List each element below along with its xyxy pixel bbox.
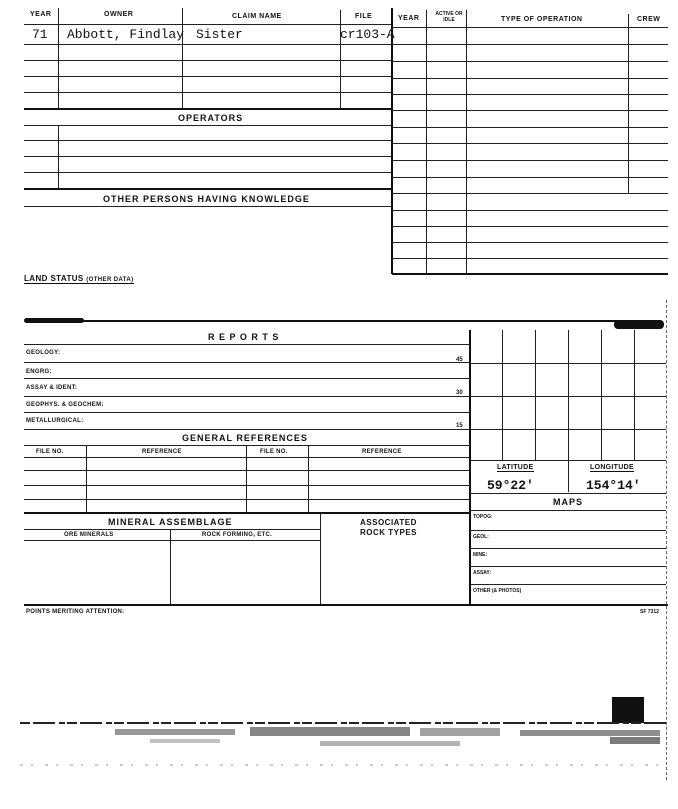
scale-45: 45 (456, 357, 463, 363)
row1-file: cr103-A (340, 27, 395, 42)
metallurgical-label: METALLURGICAL: (26, 418, 84, 424)
header-owner: OWNER (104, 11, 134, 18)
ore-minerals-label: ORE MINERALS (64, 532, 114, 538)
grid-border (469, 330, 471, 605)
rule (392, 273, 668, 275)
maps-other: OTHER (& PHOTOS) (473, 588, 522, 594)
grid-line (502, 330, 503, 460)
rule (24, 362, 469, 363)
rule (392, 242, 668, 243)
grid-line (470, 396, 666, 397)
col-divider (246, 445, 247, 512)
rule (470, 548, 666, 549)
rule (24, 529, 320, 530)
scan-noise (20, 715, 668, 775)
rule (470, 510, 666, 511)
latitude-value: 59°22' (487, 478, 534, 493)
rule (24, 396, 469, 397)
rule (24, 172, 392, 173)
operators-title: OPERATORS (178, 113, 244, 123)
rule (392, 210, 668, 211)
land-status-text: LAND STATUS (24, 274, 84, 283)
points-meriting-attention-label: POINTS MERITING ATTENTION: (26, 609, 125, 615)
rule (24, 412, 469, 413)
rule (392, 61, 668, 62)
separator-bar (24, 318, 84, 323)
geophys-label: GEOPHYS. & GEOCHEM: (26, 402, 104, 408)
header-file: FILE (355, 13, 373, 20)
latitude-label: LATITUDE (497, 464, 534, 471)
rule (24, 206, 392, 207)
rule (392, 127, 668, 128)
ref-reference-1: REFERENCE (142, 449, 182, 455)
grid-line (568, 460, 569, 492)
rule (392, 44, 668, 45)
header-claim-name: CLAIM NAME (232, 13, 282, 20)
rule (24, 92, 392, 93)
scale-15: 15 (456, 423, 463, 429)
header-active-idle: ACTIVE OR IDLE (435, 11, 463, 23)
rule (24, 344, 469, 345)
longitude-label: LONGITUDE (590, 464, 634, 471)
rule (24, 540, 320, 541)
header-crew: CREW (637, 16, 661, 23)
mineral-assemblage-title: MINERAL ASSEMBLAGE (108, 517, 233, 527)
grid-line (634, 330, 635, 460)
col-divider (308, 445, 309, 512)
col-divider (182, 8, 183, 108)
rock-types-label: ROCK TYPES (360, 528, 418, 537)
rule (24, 44, 392, 45)
other-persons-title: OTHER PERSONS HAVING KNOWLEDGE (103, 194, 310, 204)
ref-file-no-2: FILE NO. (260, 449, 288, 455)
rule (24, 108, 392, 110)
engrg-label: ENGRG: (26, 369, 52, 375)
rule (24, 604, 668, 606)
rule (24, 76, 392, 77)
rule (24, 60, 392, 61)
scale-30: 30 (456, 390, 463, 396)
land-status-sub: (OTHER DATA) (86, 277, 134, 283)
maps-title: MAPS (553, 497, 584, 507)
grid-line (601, 330, 602, 460)
rule (470, 566, 666, 567)
rule (392, 258, 668, 259)
rule (392, 193, 668, 194)
maps-mine: MINE: (473, 552, 488, 558)
general-references-title: GENERAL REFERENCES (182, 433, 308, 443)
rule (24, 156, 392, 157)
rule (24, 429, 469, 430)
rule (392, 78, 668, 79)
rock-forming-label: ROCK FORMING, ETC. (202, 532, 273, 538)
geology-label: GEOLOGY: (26, 350, 61, 356)
associated-label: ASSOCIATED (360, 518, 417, 527)
rule (392, 160, 668, 161)
col-divider (320, 514, 321, 605)
longitude-value: 154°14' (586, 478, 641, 493)
col-divider (426, 10, 427, 274)
form-number: SF 7312 (640, 609, 659, 615)
separator-bar (614, 320, 664, 329)
row1-owner: Abbott, Findlay (67, 27, 185, 42)
rule (392, 177, 668, 178)
rule (470, 530, 666, 531)
rule (24, 188, 392, 190)
col-divider (170, 529, 171, 605)
col-divider (58, 125, 59, 188)
edge-line (666, 300, 667, 780)
maps-assay: ASSAY: (473, 570, 492, 576)
rule (24, 512, 469, 514)
header-type-operation: TYPE OF OPERATION (501, 16, 583, 23)
ref-reference-2: REFERENCE (362, 449, 402, 455)
rule (392, 226, 668, 227)
col-divider (58, 8, 59, 108)
grid-line (470, 363, 666, 364)
col-divider (628, 14, 629, 194)
maps-topog: TOPOG: (473, 514, 493, 520)
col-divider (86, 445, 87, 512)
rule (392, 143, 668, 144)
land-status-label (24, 274, 134, 284)
rule (392, 27, 668, 28)
col-divider (340, 10, 341, 108)
ref-file-no-1: FILE NO. (36, 449, 64, 455)
grid-line (568, 330, 569, 460)
grid-line (535, 330, 536, 460)
rule (392, 94, 668, 95)
separator-rule (80, 320, 620, 322)
row1-year: 71 (32, 27, 48, 42)
rule (392, 110, 668, 111)
table-border (391, 8, 393, 274)
rule (470, 493, 666, 494)
maps-geol: GEOL: (473, 534, 489, 540)
row1-claim-name: Sister (196, 27, 243, 42)
assay-label: ASSAY & IDENT: (26, 385, 78, 391)
rule (24, 378, 469, 379)
rule (24, 140, 392, 141)
header-ops-year: YEAR (398, 15, 420, 22)
reports-title: R E P O R T S (208, 332, 280, 342)
col-divider (466, 10, 467, 274)
rule (470, 584, 666, 585)
rule (24, 24, 392, 25)
grid-line (470, 429, 666, 430)
rule (24, 125, 392, 126)
header-year: YEAR (30, 11, 52, 18)
